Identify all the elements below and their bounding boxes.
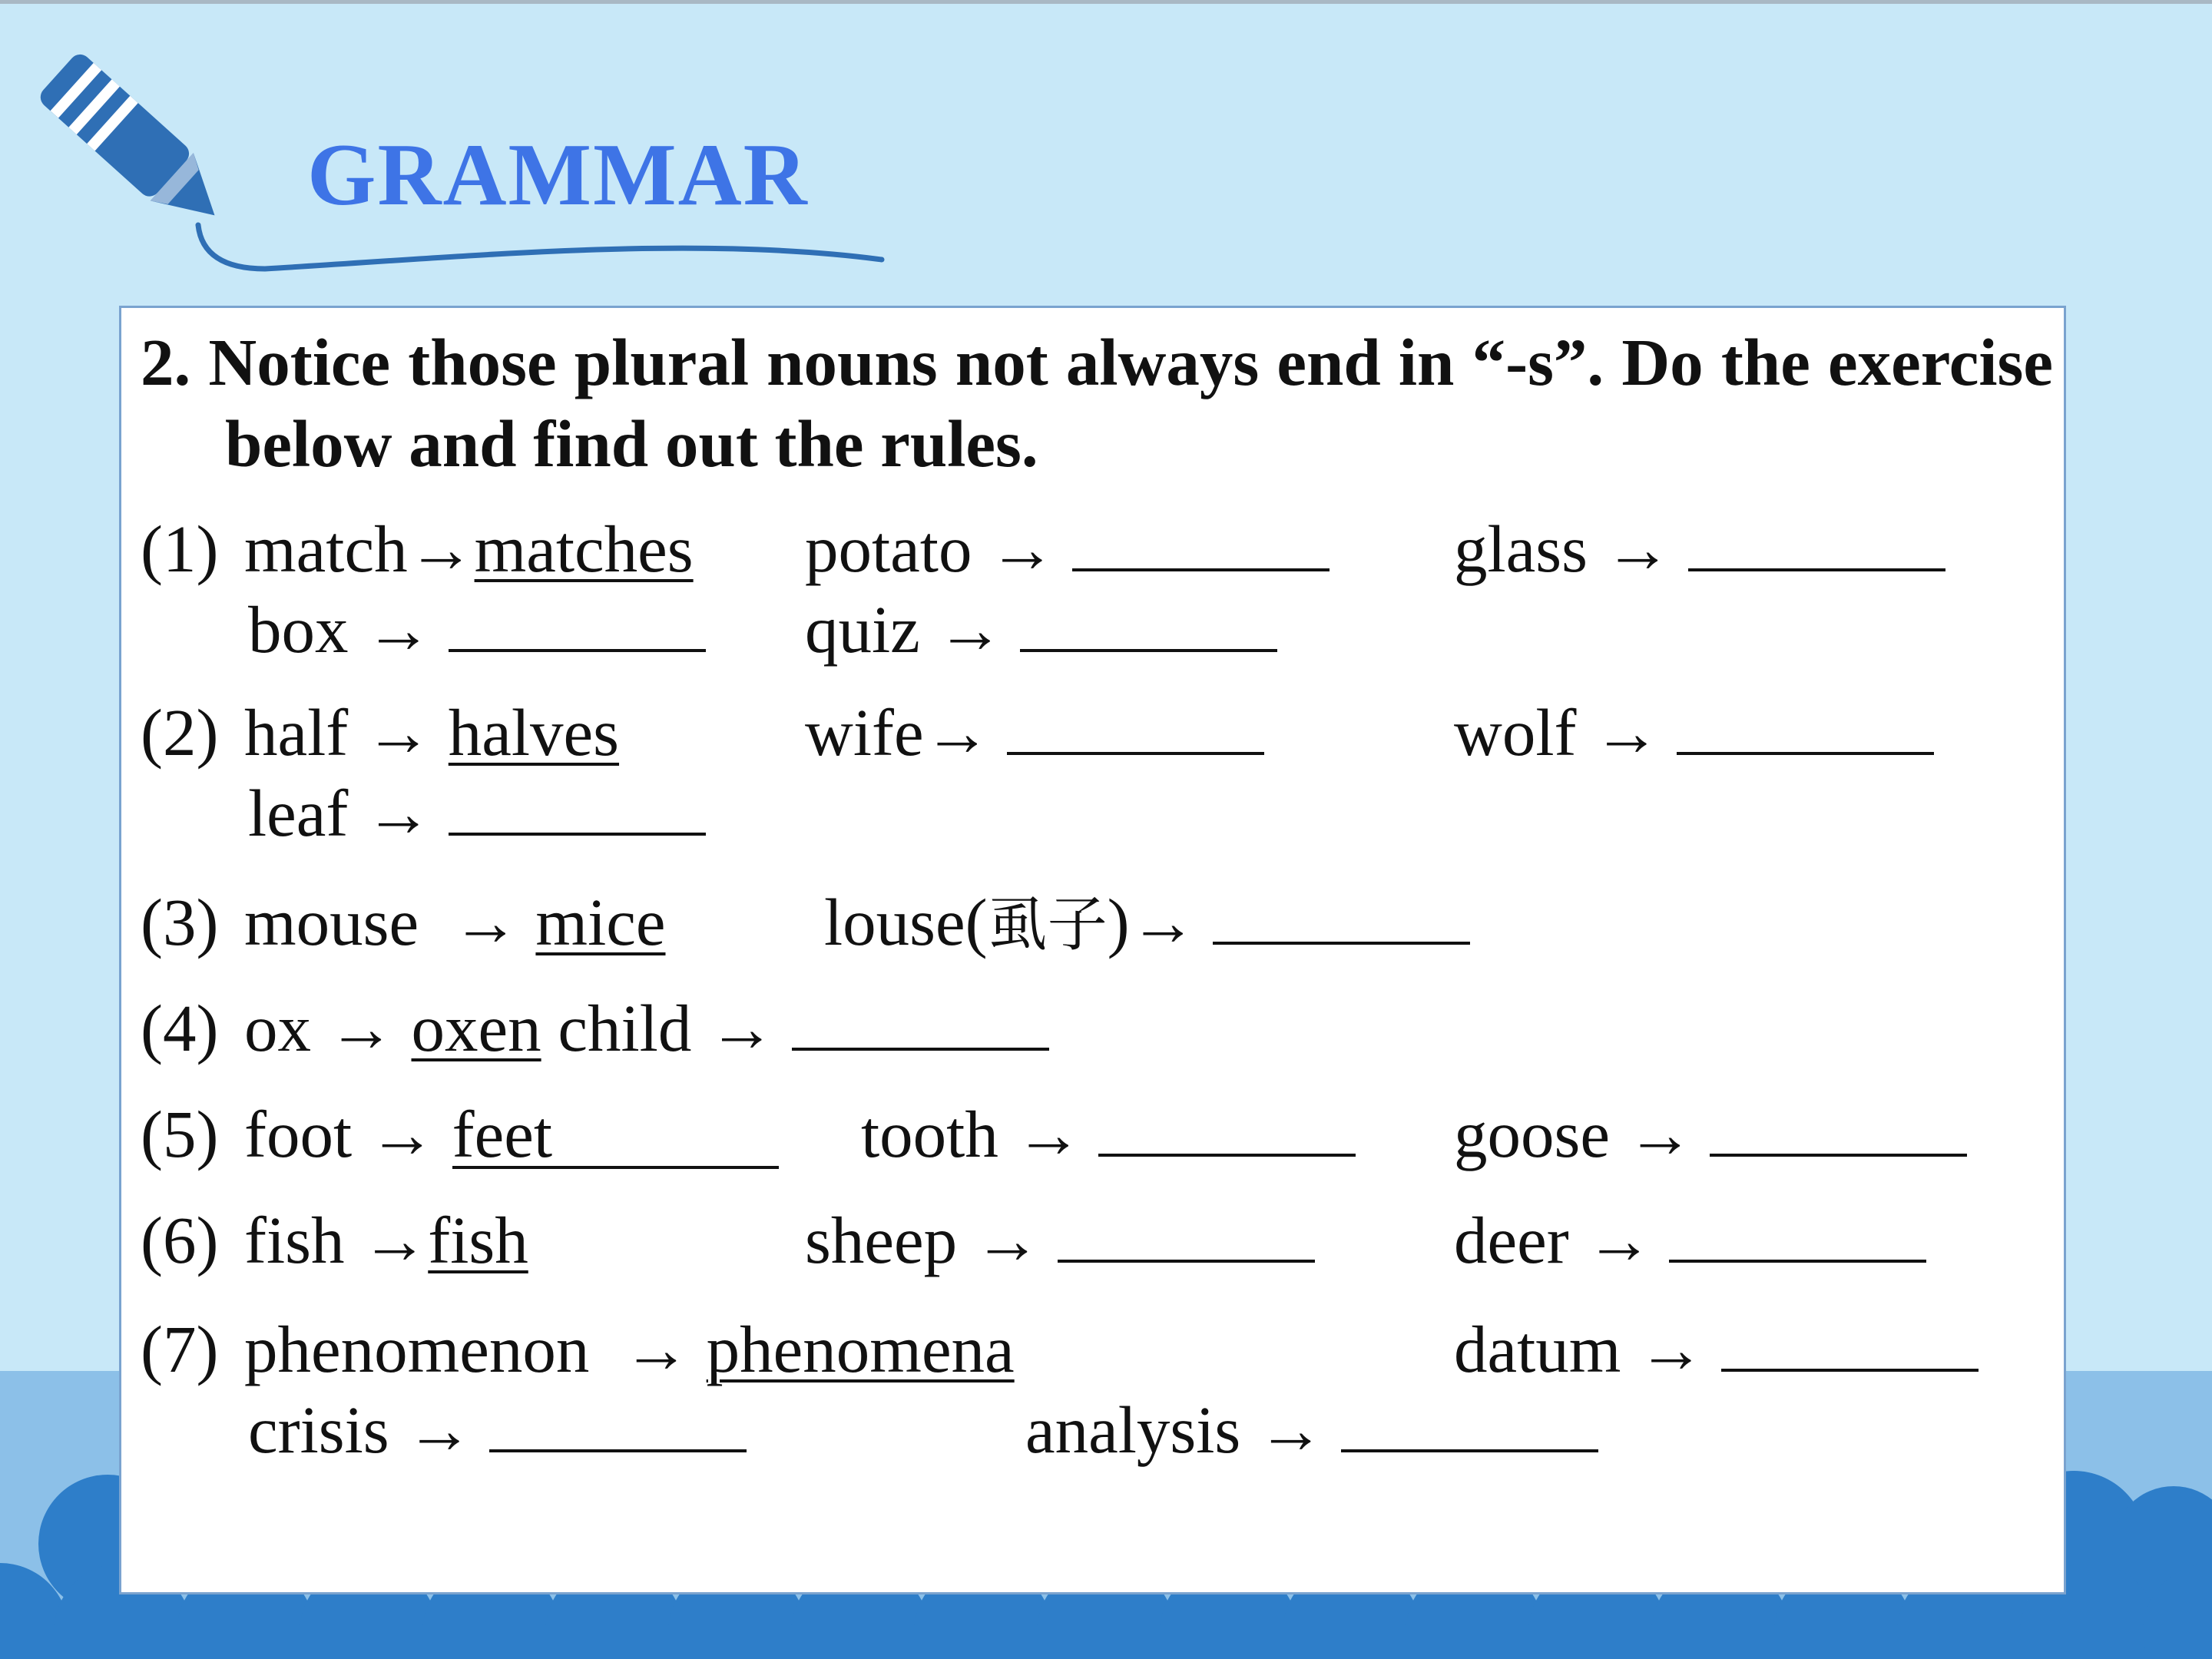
word-box: box → bbox=[248, 589, 706, 671]
item-3-row bbox=[141, 882, 2061, 963]
example-word: foot → feet bbox=[244, 1094, 779, 1175]
answer-blank[interactable] bbox=[1007, 697, 1264, 755]
answer-blank[interactable] bbox=[1072, 513, 1330, 571]
example-word: ox → oxen child → bbox=[244, 988, 1049, 1069]
answer-blank[interactable] bbox=[1721, 1313, 1979, 1372]
answer-blank[interactable] bbox=[1058, 1204, 1315, 1263]
item-number: (1) bbox=[141, 512, 219, 586]
example-answer: phenomena bbox=[706, 1312, 1015, 1386]
example-answer: mice bbox=[535, 885, 666, 959]
example-word: mouse → mice bbox=[244, 885, 666, 959]
word-child: child → bbox=[558, 991, 776, 1065]
word-sheep: sheep → bbox=[805, 1200, 1315, 1281]
example-answer: halves bbox=[448, 695, 620, 770]
word-crisis: crisis → bbox=[248, 1389, 747, 1471]
pencil-icon bbox=[36, 50, 237, 239]
example-answer: matches bbox=[474, 512, 694, 586]
item-2-row-2 bbox=[141, 773, 2061, 854]
answer-blank[interactable] bbox=[1098, 1098, 1356, 1157]
item-6-row bbox=[141, 1200, 2061, 1281]
item-number: (3) bbox=[141, 885, 219, 959]
example-word: fish →fish bbox=[244, 1203, 528, 1277]
answer-blank[interactable] bbox=[449, 777, 706, 836]
word-louse: louse(虱子)→ bbox=[824, 882, 1470, 965]
answer-blank[interactable] bbox=[1341, 1394, 1598, 1452]
item-number: (4) bbox=[141, 991, 219, 1065]
item-1-row-1 bbox=[141, 508, 2061, 590]
item-7-row-2 bbox=[141, 1389, 2061, 1471]
example-word: match→matches bbox=[244, 512, 694, 586]
item-number: (2) bbox=[141, 695, 219, 770]
word-wolf: wolf → bbox=[1454, 692, 1934, 773]
answer-blank[interactable] bbox=[792, 992, 1049, 1051]
word-wife: wife→ bbox=[805, 692, 1264, 773]
word-quiz: quiz → bbox=[805, 589, 1277, 671]
word-deer: deer → bbox=[1454, 1200, 1926, 1281]
item-1-row-2 bbox=[141, 589, 2061, 671]
word-datum: datum → bbox=[1454, 1309, 1979, 1390]
item-5-row bbox=[141, 1094, 2061, 1175]
item-4-row bbox=[141, 988, 2061, 1069]
slide-title: GRAMMAR bbox=[307, 126, 809, 224]
example-word: phenomenon → phenomena bbox=[244, 1312, 1015, 1386]
exercise-panel bbox=[119, 306, 2066, 1594]
word-potato: potato → bbox=[805, 508, 1330, 590]
louse-chinese-gloss: 虱子 bbox=[987, 890, 1108, 959]
answer-blank[interactable] bbox=[449, 594, 706, 652]
word-goose: goose → bbox=[1454, 1094, 1967, 1175]
item-2-row-1 bbox=[141, 692, 2061, 773]
example-answer: oxen bbox=[411, 991, 541, 1065]
item-7-row-1 bbox=[141, 1309, 2061, 1390]
example-answer: fish bbox=[428, 1203, 528, 1277]
answer-blank[interactable] bbox=[1688, 513, 1945, 571]
word-glass: glass → bbox=[1454, 508, 1945, 590]
word-leaf: leaf → bbox=[248, 773, 706, 854]
item-number: (7) bbox=[141, 1312, 219, 1386]
answer-blank[interactable] bbox=[1677, 697, 1934, 755]
answer-blank[interactable] bbox=[1669, 1204, 1926, 1263]
item-number: (6) bbox=[141, 1203, 219, 1277]
answer-blank[interactable] bbox=[1020, 594, 1277, 652]
item-number: (5) bbox=[141, 1097, 219, 1171]
answer-blank[interactable] bbox=[1213, 886, 1470, 945]
word-tooth: tooth → bbox=[861, 1094, 1356, 1175]
exercise-heading: 2. Notice those plural nouns not always end in “-s”. Do the exercise below and find out the rules. bbox=[141, 325, 2053, 481]
example-word: half → halves bbox=[244, 695, 620, 770]
answer-blank[interactable] bbox=[489, 1394, 747, 1452]
word-analysis: analysis → bbox=[1025, 1389, 1598, 1471]
answer-blank[interactable] bbox=[1710, 1098, 1967, 1157]
example-answer: feet bbox=[452, 1103, 779, 1169]
